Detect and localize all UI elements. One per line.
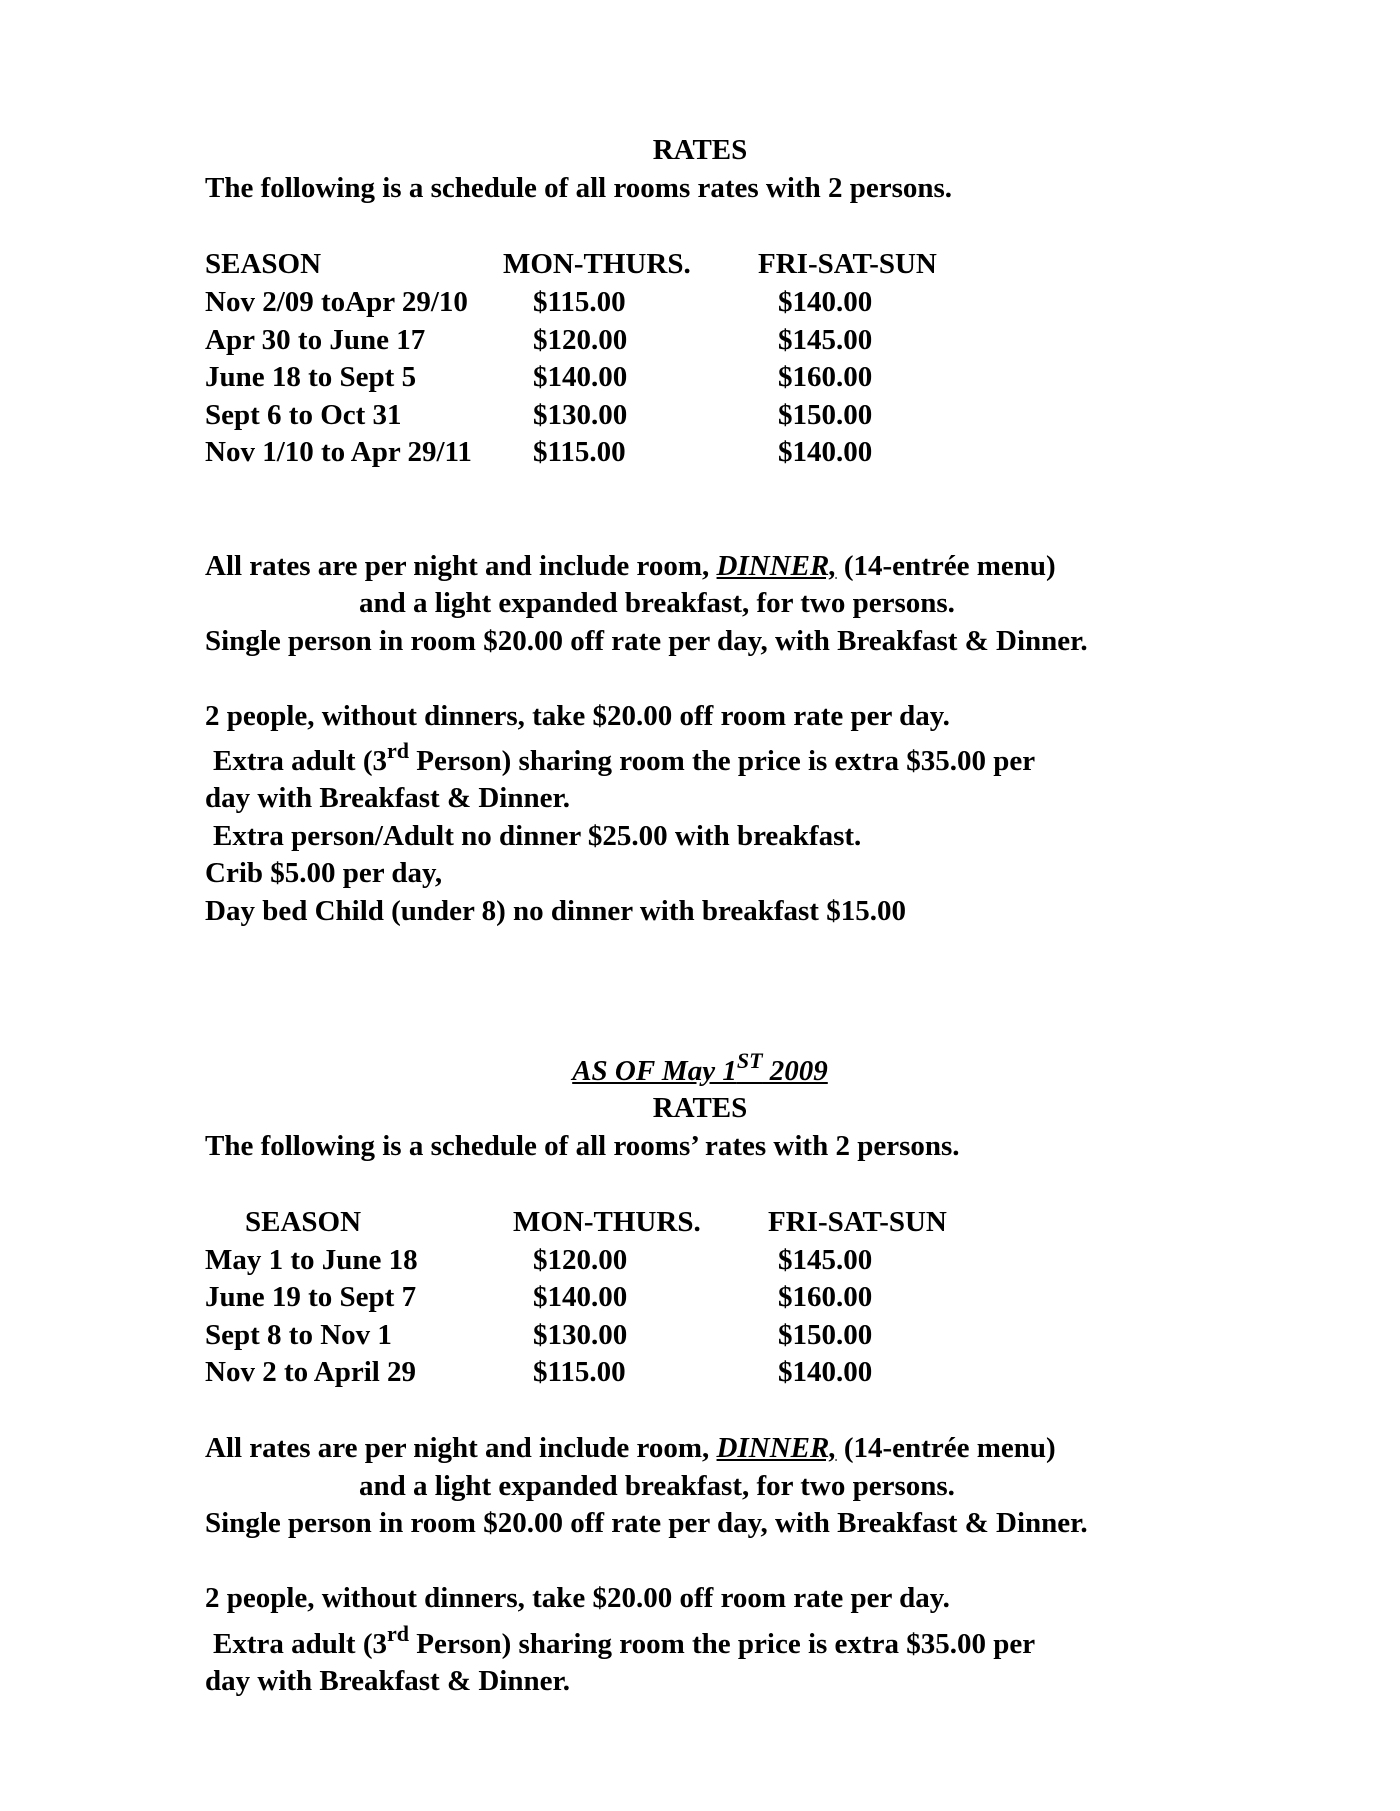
- section1-intro: The following is a schedule of all rooms rates with 2 persons.: [205, 172, 953, 204]
- section2-intro: The following is a schedule of all rooms’ rates with 2 persons.: [205, 1130, 960, 1162]
- table-header-mon-thurs: MON-THURS.: [513, 1206, 701, 1238]
- section1-note-line2: and a light expanded breakfast, for two persons.: [359, 587, 955, 619]
- mon-thurs-cell: $120.00: [533, 1244, 628, 1276]
- extra-text: Extra adult (3: [213, 1628, 387, 1660]
- fri-sat-sun-cell: $150.00: [778, 1319, 873, 1351]
- note-text: (14-entrée menu): [836, 1432, 1056, 1464]
- season-cell: Apr 30 to June 17: [205, 324, 426, 356]
- section1-note-line3: Single person in room $20.00 off rate per day, with Breakfast & Dinner.: [205, 625, 1088, 657]
- fri-sat-sun-cell: $160.00: [778, 361, 873, 393]
- section1-extra-line5: Crib $5.00 per day,: [205, 857, 443, 889]
- section1-extra-line2: [213, 738, 1036, 777]
- as-of-year: 2009: [762, 1055, 828, 1087]
- section1-extra-line6: Day bed Child (under 8) no dinner with breakfast $15.00: [205, 895, 906, 927]
- mon-thurs-cell: $115.00: [533, 1356, 626, 1388]
- section1-note-line1: [205, 552, 1056, 581]
- section2-note-line1: [205, 1434, 1056, 1463]
- table-header-season: SEASON: [205, 248, 322, 280]
- fri-sat-sun-cell: $160.00: [778, 1281, 873, 1313]
- section1-extra-line4: Extra person/Adult no dinner $25.00 with breakfast.: [213, 820, 862, 852]
- mon-thurs-cell: $130.00: [533, 1319, 628, 1351]
- season-cell: Nov 2 to April 29: [205, 1356, 417, 1388]
- section1-heading: RATES: [652, 134, 748, 166]
- table-header-mon-thurs: MON-THURS.: [503, 248, 691, 280]
- fri-sat-sun-cell: $140.00: [778, 436, 873, 468]
- season-cell: Sept 6 to Oct 31: [205, 399, 402, 431]
- section2-extra-line1: 2 people, without dinners, take $20.00 off room rate per day.: [205, 1582, 950, 1614]
- mon-thurs-cell: $140.00: [533, 1281, 628, 1313]
- as-of-text: [572, 1048, 828, 1087]
- table-header-season: SEASON: [245, 1206, 362, 1238]
- section1-extra-line3: day with Breakfast & Dinner.: [205, 782, 570, 814]
- mon-thurs-cell: $140.00: [533, 361, 628, 393]
- season-cell: May 1 to June 18: [205, 1244, 418, 1276]
- season-cell: Nov 1/10 to Apr 29/11: [205, 436, 472, 468]
- note-text: All rates are per night and include room,: [205, 1432, 717, 1464]
- fri-sat-sun-cell: $145.00: [778, 324, 873, 356]
- season-cell: June 19 to Sept 7: [205, 1281, 417, 1313]
- mon-thurs-cell: $115.00: [533, 286, 626, 318]
- season-cell: Sept 8 to Nov 1: [205, 1319, 392, 1351]
- section2-heading: RATES: [652, 1092, 748, 1124]
- section1-extra-line1: 2 people, without dinners, take $20.00 off room rate per day.: [205, 700, 950, 732]
- section2-note-line3: Single person in room $20.00 off rate per day, with Breakfast & Dinner.: [205, 1507, 1088, 1539]
- mon-thurs-cell: $130.00: [533, 399, 628, 431]
- dinner-emphasis: DINNER,: [716, 550, 837, 582]
- ordinal-suffix: rd: [387, 738, 409, 763]
- section2-as-of-date: [0, 1048, 1400, 1087]
- dinner-emphasis: DINNER,: [716, 1432, 837, 1464]
- fri-sat-sun-cell: $140.00: [778, 286, 873, 318]
- section2-extra-line3: day with Breakfast & Dinner.: [205, 1665, 570, 1697]
- fri-sat-sun-cell: $140.00: [778, 1356, 873, 1388]
- fri-sat-sun-cell: $145.00: [778, 1244, 873, 1276]
- season-cell: June 18 to Sept 5: [205, 361, 417, 393]
- section2-extra-line2: [213, 1621, 1036, 1660]
- section2-note-line2: and a light expanded breakfast, for two persons.: [359, 1470, 955, 1502]
- fri-sat-sun-cell: $150.00: [778, 399, 873, 431]
- ordinal-suffix: rd: [387, 1621, 409, 1646]
- mon-thurs-cell: $115.00: [533, 436, 626, 468]
- extra-text: Person) sharing room the price is extra $35.00 per: [409, 1628, 1036, 1660]
- ordinal-suffix: ST: [736, 1048, 763, 1073]
- season-cell: Nov 2/09 toApr 29/10: [205, 286, 468, 318]
- extra-text: Person) sharing room the price is extra $35.00 per: [409, 745, 1036, 777]
- table-header-fri-sat-sun: FRI-SAT-SUN: [758, 248, 937, 280]
- note-text: (14-entrée menu): [836, 550, 1056, 582]
- mon-thurs-cell: $120.00: [533, 324, 628, 356]
- note-text: All rates are per night and include room,: [205, 550, 717, 582]
- table-header-fri-sat-sun: FRI-SAT-SUN: [768, 1206, 947, 1238]
- as-of-prefix: AS OF May 1: [572, 1055, 737, 1087]
- extra-text: Extra adult (3: [213, 745, 387, 777]
